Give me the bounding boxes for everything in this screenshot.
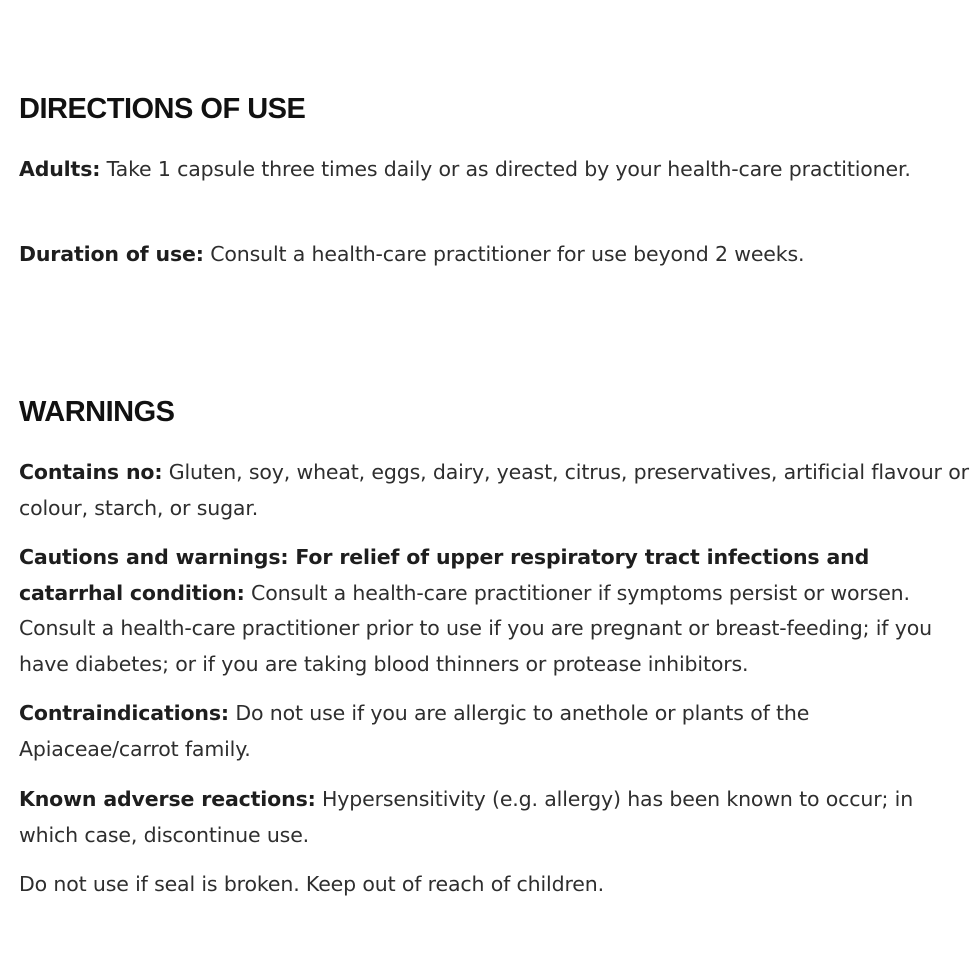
adverse-label: Known adverse reactions:: [19, 787, 316, 811]
known-adverse-reactions: [19, 782, 969, 853]
adults-dosage: [19, 152, 911, 188]
cautions-text: Consult a health-care practitioner if symptoms persist or worsen. Consult a health-care practitioner prior to use if you are pregnant or breast-feeding; if you have diabetes; or if you are taking blood thinners or protease inhibitors.: [19, 580, 932, 676]
duration-text: Consult a health-care practitioner for use beyond 2 weeks.: [203, 242, 805, 266]
contraindications-text: Do not use if you are allergic to anethole or plants of the Apiaceae/carrot family.: [19, 701, 810, 761]
contains-no-label: Contains no:: [19, 460, 163, 484]
contraindications: [19, 696, 919, 767]
cautions-and-warnings: [19, 540, 969, 682]
directions-heading: DIRECTIONS OF USE: [19, 93, 306, 125]
contains-no: [19, 455, 974, 526]
duration-label: Duration of use:: [19, 242, 204, 266]
adverse-text: Hypersensitivity (e.g. allergy) has been known to occur; in which case, discontinue use.: [19, 787, 914, 847]
warnings-heading: WARNINGS: [19, 396, 175, 428]
contains-no-text: Gluten, soy, wheat, eggs, dairy, yeast, citrus, preservatives, artificial flavour or colour, starch, or sugar.: [19, 460, 969, 520]
seal-notice: Do not use if seal is broken. Keep out of reach of children.: [19, 872, 604, 896]
duration-of-use: [19, 237, 804, 273]
contraindications-label: Contraindications:: [19, 701, 229, 725]
cautions-label: Cautions and warnings: For relief of upper respiratory tract infections and catarrhal condition:: [19, 545, 870, 605]
adults-label: Adults:: [19, 157, 101, 181]
adults-text: Take 1 capsule three times daily or as directed by your health-care practitioner.: [100, 157, 911, 181]
